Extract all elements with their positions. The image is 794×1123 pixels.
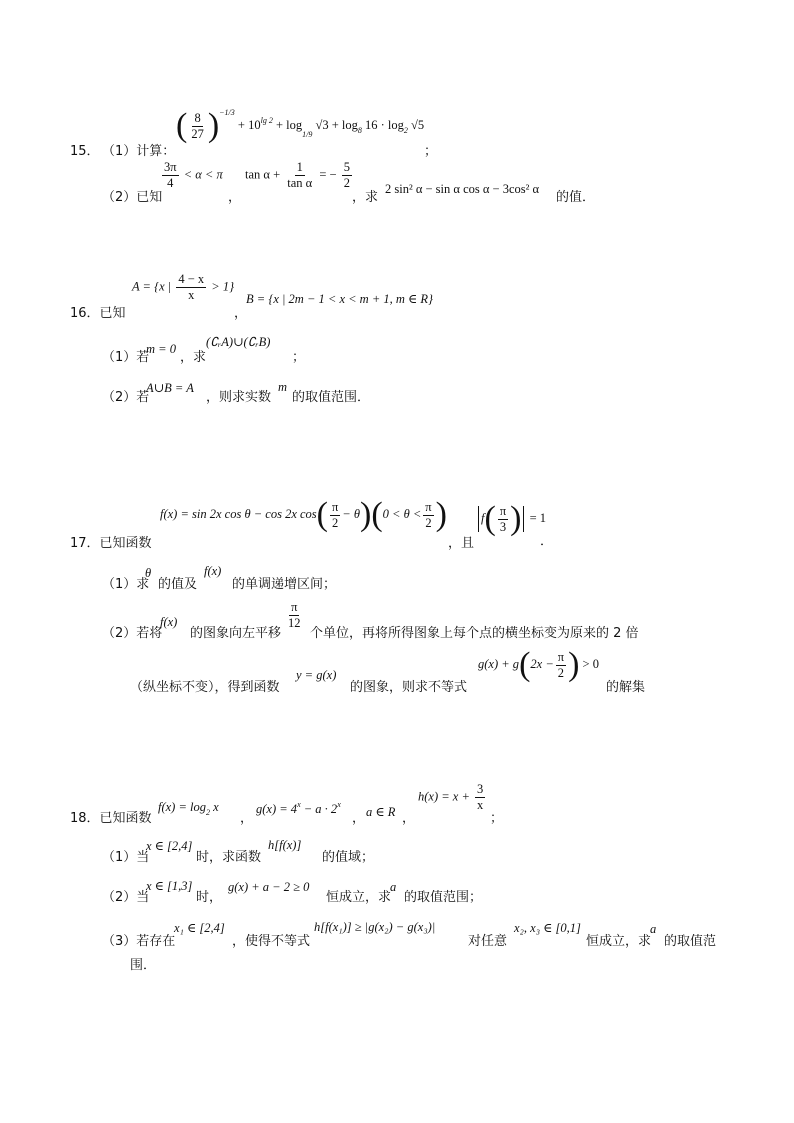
q18-part2-var: a: [390, 880, 397, 894]
q16-setA-denominator: x: [188, 288, 195, 302]
q18-part1-end: 的值域；: [322, 850, 375, 865]
q15-condition-1: [160, 160, 223, 191]
q15-ask-end: 的值．: [556, 190, 596, 205]
q15-part2-label: （2）已知: [102, 190, 163, 205]
q17-shift-denominator: 12: [288, 616, 301, 630]
q15-term2-sup: lg 2: [260, 116, 273, 125]
q18-part1-cond: x ∈ [2,4]: [146, 839, 193, 853]
q16-setA-head: A = {x |: [132, 279, 172, 294]
q16-number: 16．已知: [70, 306, 126, 321]
q17-ineq-denominator: 2: [557, 665, 565, 680]
q15-term4-sub: 8: [357, 126, 362, 135]
q18-part3-end: 的取值范: [664, 934, 717, 949]
q15-cond2-denominator2: 2: [343, 176, 350, 190]
q18-g-rest: − a · 2: [303, 802, 338, 816]
q18-h-head: h(x) = x +: [418, 789, 470, 804]
q16-part1-cond: m = 0: [146, 342, 176, 356]
q17-end: ．: [540, 534, 554, 549]
q17-function-definition: f(x) = sin 2x cos θ − cos 2x cos( $\frac{\pi}{2}$ − θ)(0 < θ < $\frac{\pi}{2}$ ): [160, 496, 447, 533]
q18-part1-expression: h[f(x)]: [268, 838, 302, 852]
q18-part2-end: 的取值范围；: [404, 890, 483, 905]
q15-cond1-denominator: 4: [167, 176, 174, 190]
q17-part2-rest: 个单位，再将所得图象上每个点的横坐标变为原来的 2 倍: [310, 626, 639, 641]
q16-sep: ，: [234, 306, 248, 321]
q18-h-numerator: 3: [477, 782, 484, 796]
q18-part2-mid: 时，: [196, 890, 223, 905]
q17-part2-gx: y = g(x): [296, 668, 337, 682]
q18-g-definition: [256, 800, 341, 817]
q18-f-head: f(x) = log: [158, 800, 207, 814]
q16-set-B: B = {x | 2m − 1 < x < m + 1, m ∈ R}: [246, 292, 434, 306]
q17-part2-label: （2）若将: [102, 626, 163, 641]
q15-part1-expression: ( $\frac{8}{27}$ )$^{-1/3} + 10^{lg 2} + \log_{1/9} √3 + \log_8 16 \cdot \log_2 √5$: [176, 107, 425, 145]
q17-part1-label: （1）求: [102, 577, 150, 592]
q15-ask-expression: 2 sin² α − sin α cos α − 3cos² α: [385, 182, 540, 196]
q15-part1-end: ；: [424, 144, 438, 159]
q17-range-a: 0 < θ <: [382, 506, 422, 521]
q15-cond2-numerator: 1: [296, 160, 303, 174]
q17-part2-line2a: （纵坐标不变），得到函数: [130, 680, 280, 695]
q18-sep2: ，: [352, 811, 366, 826]
q17-paren-rest: − θ: [342, 506, 360, 521]
q18-part3-mid2: 对任意: [468, 934, 508, 949]
q18-g-head: g(x) = 4: [256, 802, 298, 816]
q15-term5-rest: √5: [411, 118, 425, 132]
q18-part2-rest: 恒成立，求: [326, 890, 392, 905]
q16-part1-end: ；: [292, 350, 306, 365]
q18-part3-label: （3）若存在: [102, 934, 176, 949]
q18-f-definition: [158, 800, 219, 817]
q18-part2-label: （2）当: [102, 890, 150, 905]
q18-part3-cond2: x₂, x₃ ∈ [0,1]: [514, 921, 581, 935]
q18-sep1: ，: [240, 811, 254, 826]
q18-part3-cond: x₁ ∈ [2,4]: [174, 921, 225, 935]
q15-cond2-denominator: tan α: [287, 176, 313, 190]
q15-term4-rest: 16 · log: [364, 118, 404, 132]
q17-part1-mid: 的值及: [158, 577, 198, 592]
q17-ineq-a: g(x) + g: [478, 656, 520, 671]
q17-part2-shift: [284, 600, 305, 631]
q15-cond1-rest: < α < π: [183, 167, 223, 182]
q17-range-denominator: 2: [425, 515, 432, 530]
q17-shift-numerator: π: [291, 600, 298, 614]
q18-g-sup2: x: [337, 800, 341, 809]
q18-number: 18．已知函数: [70, 811, 152, 826]
q15-cond1-numerator: 3π: [164, 160, 177, 174]
q18-f-sub: 2: [206, 808, 211, 817]
q17-abs-f: f: [481, 510, 485, 525]
q15-term2: + 10: [237, 118, 261, 132]
q17-part2-mid: 的图象向左平移: [190, 626, 282, 641]
q16-part2-var: m: [278, 380, 288, 394]
q15-frac-numerator: 8: [194, 110, 201, 125]
q18-part3-line2: 围．: [130, 958, 157, 973]
q17-part1-theta: θ: [145, 566, 152, 580]
q15-ask: ，求: [352, 190, 379, 205]
q18-end: ；: [490, 811, 504, 826]
q15-cond2-b: = −: [319, 167, 337, 182]
q18-part1-label: （1）当: [102, 850, 150, 865]
q18-g-sup: x: [297, 800, 301, 809]
q16-part1-mid: ，求: [180, 350, 207, 365]
q17-condition: f( $\frac{\pi}{3}$ ) = 1: [476, 502, 546, 536]
q17-range-numerator: π: [425, 499, 432, 514]
q16-set-A: [132, 272, 234, 303]
q15-sep: ，: [228, 190, 242, 205]
q15-part1-label: （1）计算：: [102, 144, 176, 159]
q16-part2-cond: A∪B = A: [146, 381, 194, 395]
q18-a-condition: a ∈ R: [366, 805, 396, 819]
q17-ineq-inner: 2x −: [530, 656, 554, 671]
q17-part1-end: 的单调递增区间；: [232, 577, 337, 592]
q17-abs-rest: = 1: [529, 510, 547, 525]
q18-part2-cond: x ∈ [1,3]: [146, 879, 193, 893]
q17-paren-numerator: π: [331, 499, 339, 514]
q15-frac-denominator: 27: [191, 126, 204, 141]
q17-ineq-b: > 0: [582, 656, 599, 671]
q17-part2-inequality: g(x) + g(2x − $\frac{\pi}{2}$ ) > 0: [478, 646, 599, 683]
q16-part2-end: 的取值范围．: [292, 390, 371, 405]
q17-part2-end: 的解集: [606, 680, 646, 695]
q17-abs-denominator: 3: [499, 519, 507, 534]
q17-part1-fx: f(x): [204, 564, 222, 578]
q16-part2-label: （2）若: [102, 390, 150, 405]
q15-term3-rest: √3 + log: [315, 118, 358, 132]
q18-part2-expression: g(x) + a − 2 ≥ 0: [228, 880, 310, 894]
q15-cond2-a: tan α +: [245, 167, 281, 182]
q17-paren-denominator: 2: [332, 515, 339, 530]
q17-abs-numerator: π: [499, 503, 507, 518]
q15-exponent: −1/3: [219, 108, 235, 117]
q18-part3-var: a: [650, 922, 657, 936]
q16-part1-expression: (∁ᵣA)∪(∁ᵣB): [206, 335, 271, 349]
q18-part3-inequality: h[f(x₁)] ≥ |g(x₂) − g(x₃)|: [314, 920, 436, 934]
q16-setA-rest: > 1}: [211, 279, 235, 294]
q16-part1-label: （1）若: [102, 350, 150, 365]
q18-f-rest: x: [213, 800, 219, 814]
q18-sep3: ，: [402, 811, 416, 826]
q17-part2-fx: f(x): [160, 615, 178, 629]
q17-func-head: f(x) = sin 2x cos θ − cos 2x cos: [160, 506, 317, 521]
q15-term5-sub: 2: [403, 126, 408, 135]
q18-h-denominator: x: [477, 798, 484, 812]
q18-part1-mid: 时，求函数: [196, 850, 262, 865]
q17-ineq-numerator: π: [557, 649, 565, 664]
q17-part2-line2b: 的图象，则求不等式: [350, 680, 468, 695]
q16-part2-mid: ，则求实数: [206, 390, 272, 405]
q15-cond2-numerator2: 5: [343, 160, 350, 174]
q15-term3: + log: [275, 118, 303, 132]
q15-number: 15．: [70, 144, 100, 159]
q18-part3-mid: ，使得不等式: [232, 934, 311, 949]
q17-and: ，且: [448, 536, 475, 551]
q15-condition-2: [245, 160, 354, 191]
q18-part3-rest: 恒成立，求: [586, 934, 652, 949]
q15-term3-sub: 1/9: [302, 130, 313, 139]
q16-setA-numerator: 4 − x: [178, 272, 205, 286]
q17-number: 17．已知函数: [70, 536, 152, 551]
q18-h-definition: [418, 782, 487, 813]
